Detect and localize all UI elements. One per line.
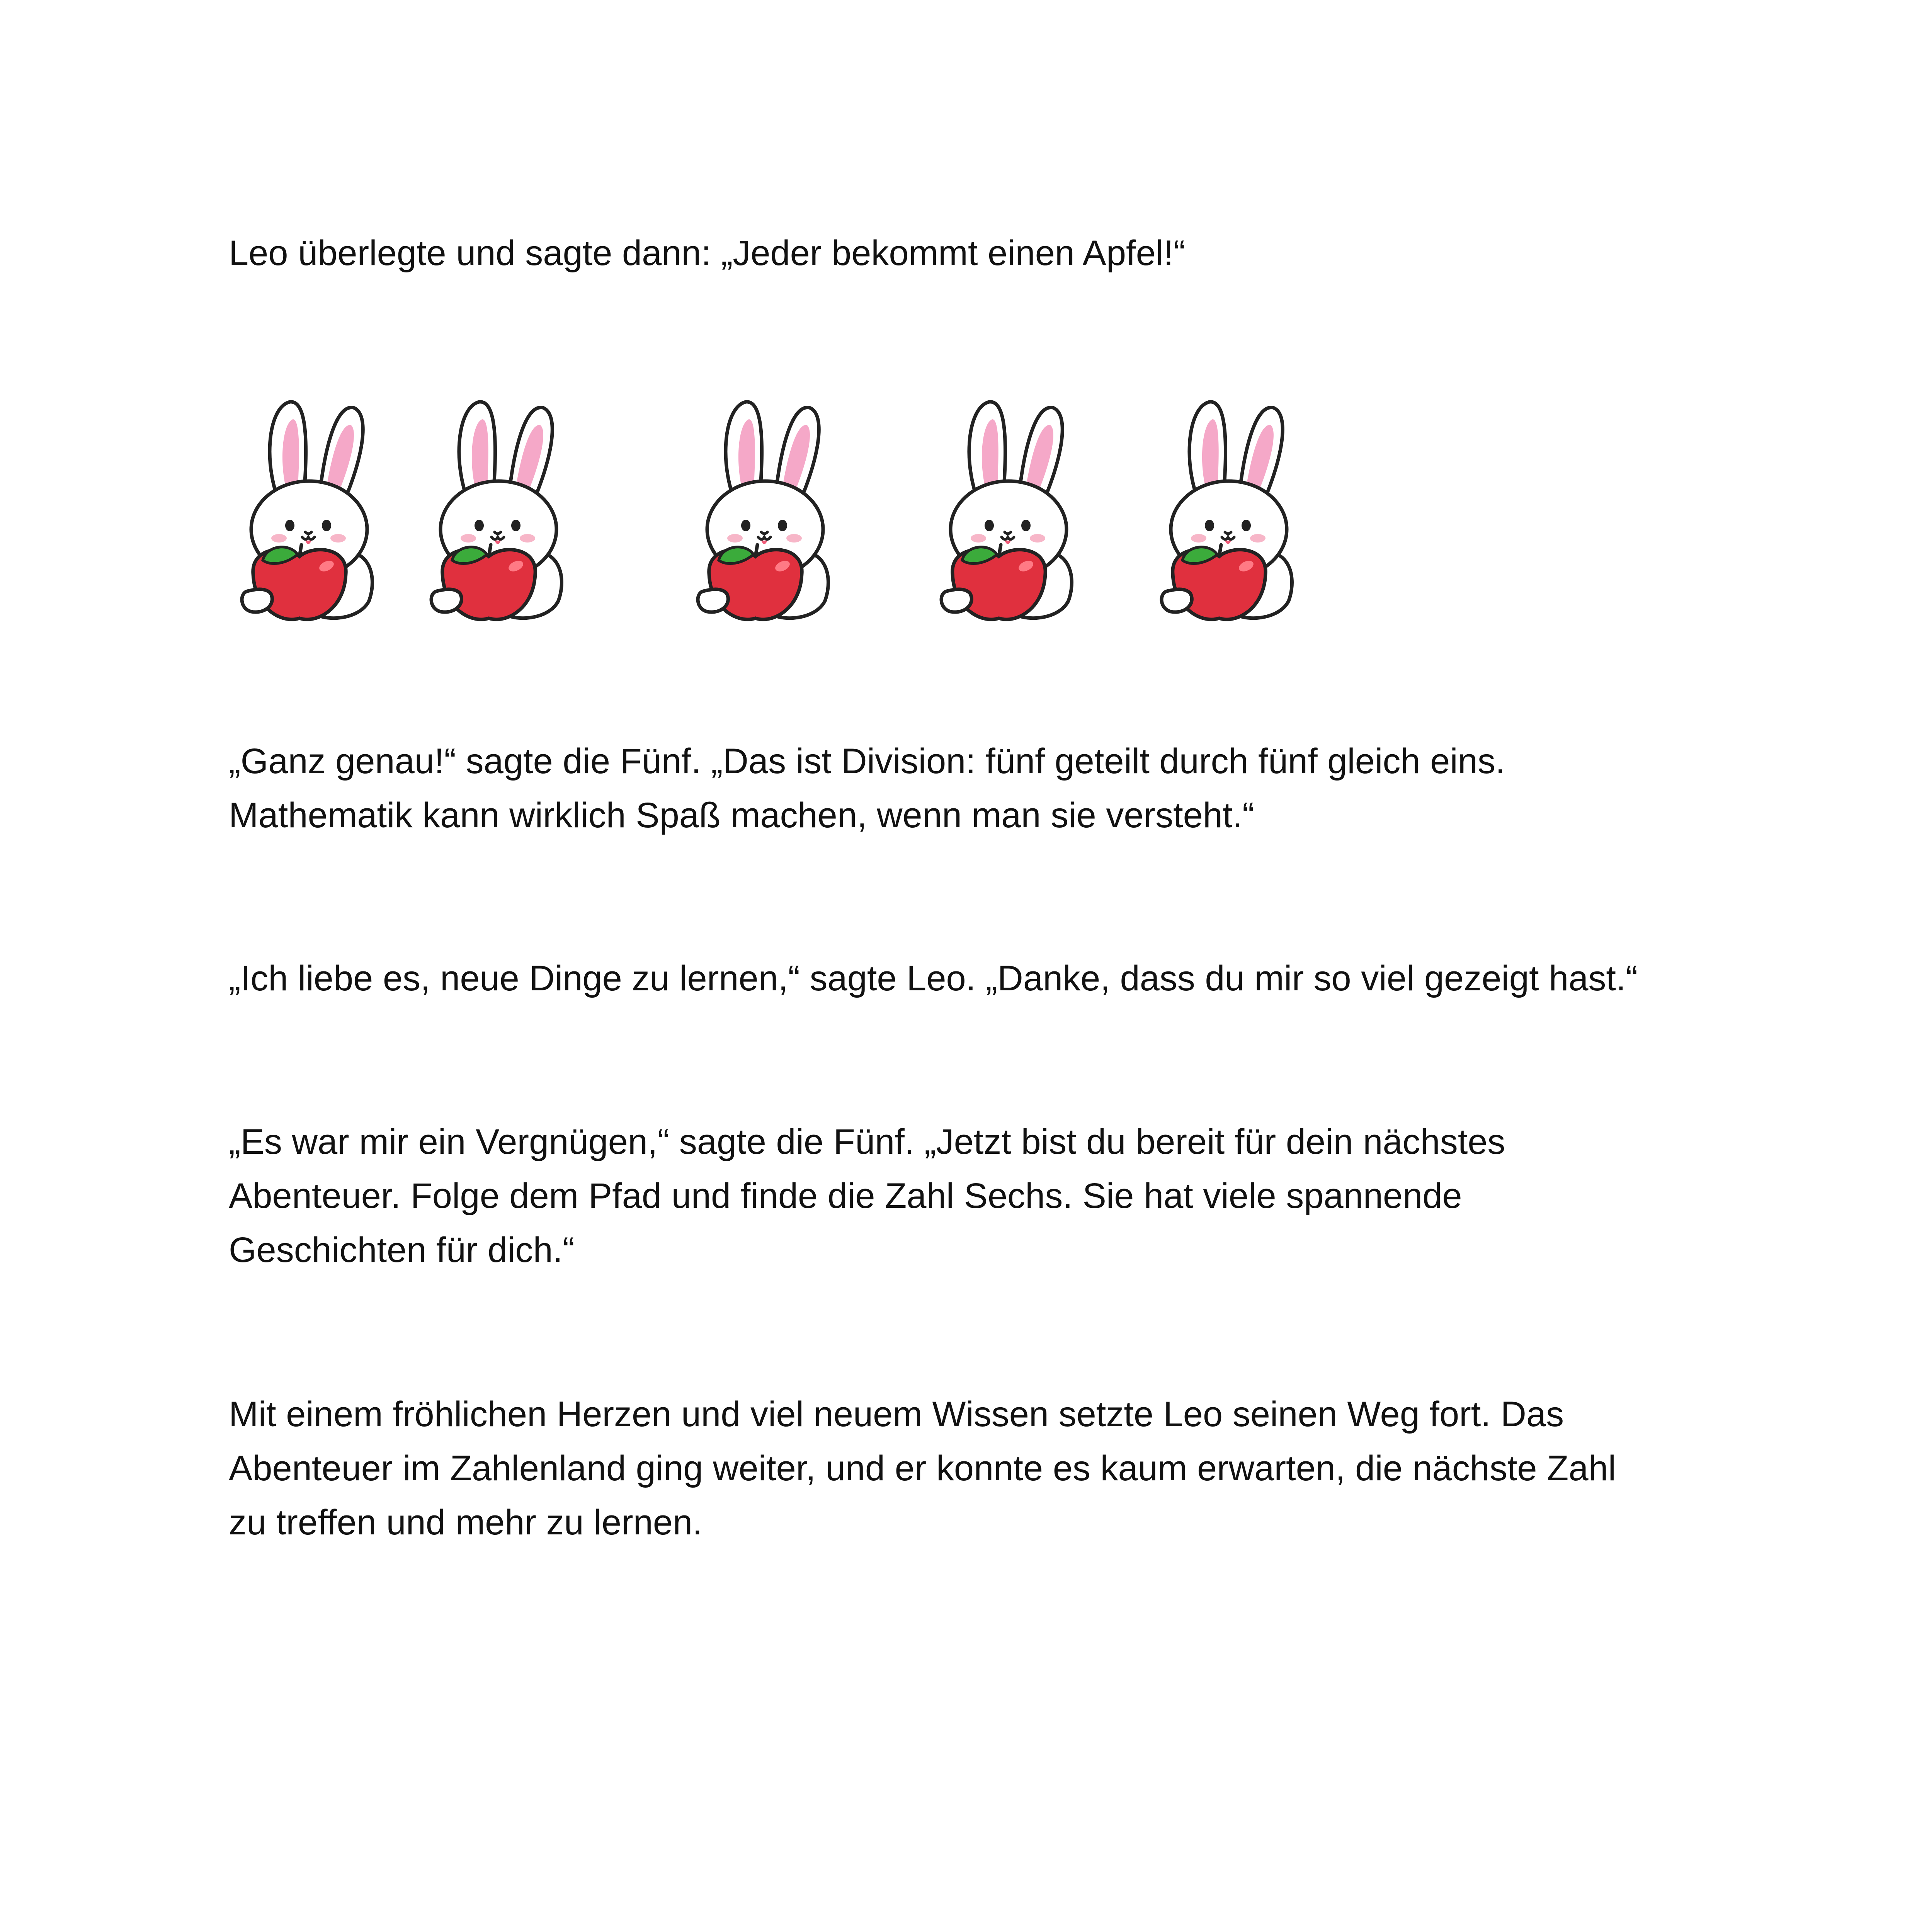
text-line: „Ganz genau!“ sagte die Fünf. „Das ist Division: fünf geteilt durch fünf gleich eins. xyxy=(229,742,1505,781)
paragraph-3 xyxy=(229,951,1736,1005)
bunny-with-apple-icon xyxy=(425,392,572,624)
text-line: Mit einem fröhlichen Herzen und viel neuem Wissen setzte Leo seinen Weg fort. Das xyxy=(229,1395,1564,1434)
bunny-with-apple-icon xyxy=(692,392,839,624)
text-line: Geschichten für dich.“ xyxy=(229,1230,575,1270)
text-line: Leo überlegte und sagte dann: „Jeder bekommt einen Apfel!“ xyxy=(229,233,1186,273)
text-line: Abenteuer im Zahlenland ging weiter, und er konnte es kaum erwarten, die nächste Zahl xyxy=(229,1449,1616,1488)
text-line: „Es war mir ein Vergnügen,“ sagte die Fünf. „Jetzt bist du bereit für dein nächstes xyxy=(229,1122,1505,1162)
paragraph-5 xyxy=(229,1387,1736,1549)
bunny-with-apple-icon xyxy=(935,392,1082,624)
bunny-with-apple-icon xyxy=(236,392,383,624)
paragraph-2 xyxy=(229,734,1736,842)
paragraph-4 xyxy=(229,1115,1736,1277)
bunny-with-apple-icon xyxy=(1155,392,1302,624)
text-line: Mathematik kann wirklich Spaß machen, wenn man sie versteht.“ xyxy=(229,796,1254,835)
bunny-illustration-row xyxy=(0,392,1917,632)
text-line: Abenteuer. Folge dem Pfad und finde die Zahl Sechs. Sie hat viele spannende xyxy=(229,1176,1462,1216)
text-line: zu treffen und mehr zu lernen. xyxy=(229,1503,703,1542)
text-line: „Ich liebe es, neue Dinge zu lernen,“ sagte Leo. „Danke, dass du mir so viel gezeigt hast.“ xyxy=(229,959,1638,998)
paragraph-1 xyxy=(229,226,1736,280)
